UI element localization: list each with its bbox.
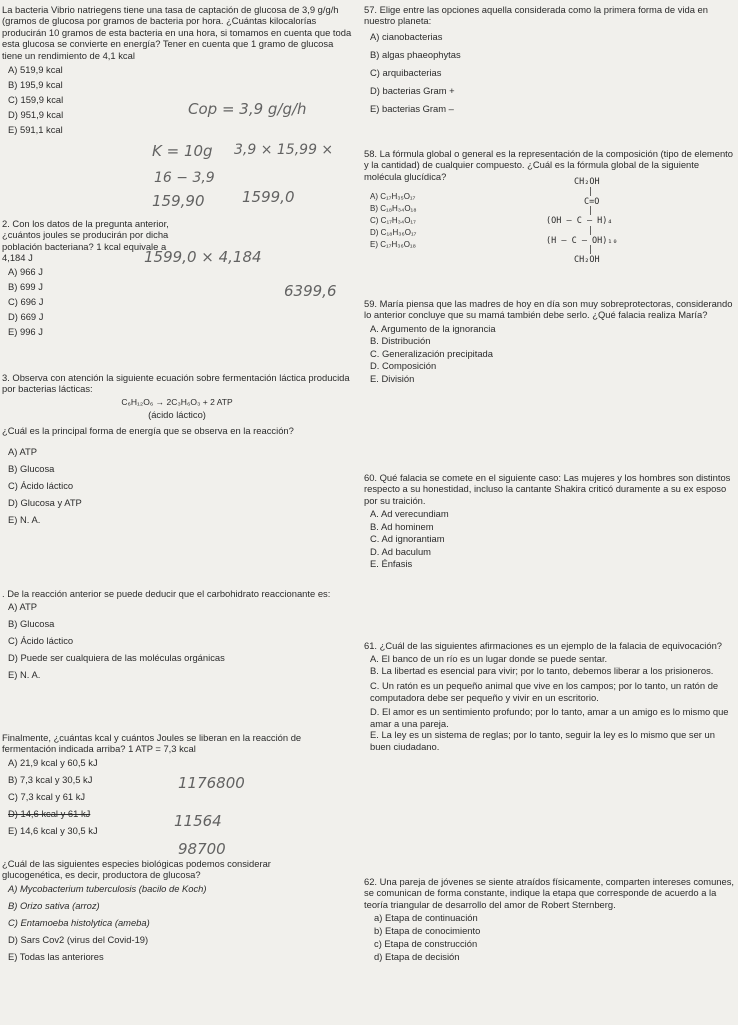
q57-option-a: A) cianobacterias (370, 30, 443, 42)
handwritten-note: 98700 (178, 840, 226, 858)
q58-option-a: A) C₁₇H₃₅O₁₇ (370, 192, 416, 202)
q2-option-a: A) 966 J (8, 265, 43, 277)
handwritten-note: 159,90 (152, 192, 205, 210)
q59-option-c: C. Generalización precipitada (370, 347, 493, 359)
question-60 (364, 472, 736, 571)
q57-option-b: B) algas phaeophytas (370, 48, 461, 60)
q62-option-b: b) Etapa de conocimiento (374, 925, 481, 937)
q57-option-d: D) bacterias Gram + (370, 84, 455, 96)
question-4-stem: . De la reacción anterior se puede deducir que el carbohidrato reaccionante es: (2, 588, 331, 599)
question-4 (2, 588, 352, 686)
handwritten-note: 16 − 3,9 (154, 170, 215, 186)
question-61-stem: 61. ¿Cuál de las siguientes afirmaciones es un ejemplo de la falacia de equivocación? (364, 640, 723, 651)
question-6 (2, 858, 352, 968)
q57-option-e: E) bacterias Gram – (370, 102, 454, 114)
q4-option-b: B) Glucosa (8, 618, 55, 630)
q60-option-e: E. Énfasis (370, 558, 413, 570)
q60-option-b: B. Ad hominem (370, 520, 434, 532)
handwritten-note: 3,9 × 15,99 × (234, 142, 334, 158)
question-2 (2, 218, 352, 341)
fermentation-equation: C₆H₁₂O₆ → 2C₃H₆O₃ + 2 ATP (121, 396, 233, 407)
q5-option-b: B) 7,3 kcal y 30,5 kJ (8, 773, 93, 785)
q61-option-c: C. Un ratón es un pequeño animal que vive en los campos; por lo tanto, un ratón de computadora debe ser pequeño y vivir en un escritorio. (370, 680, 719, 703)
question-58-stem: 58. La fórmula global o general es la representación de la composición (tipo de elemento y la cantidad) de cualquier compuesto. ¿Cuál es la fórmula global de la siguiente molécula glucídica? (364, 148, 733, 182)
q60-option-c: C. Ad ignorantiam (370, 533, 445, 545)
question-59-stem: 59. María piensa que las madres de hoy en día son muy sobreprotectoras, considerando lo anterior concluye que su mamá también debe serlo. ¿Qué falacia realiza María? (364, 298, 733, 321)
equation-note: (ácido láctico) (148, 409, 206, 421)
question-1 (2, 4, 352, 139)
q3-option-b: B) Glucosa (8, 463, 55, 475)
q6-option-a: A) Mycobacterium tuberculosis (bacilo de Koch) (8, 882, 207, 894)
handwritten-note: K = 10g (152, 142, 213, 160)
q58-option-c: C) C₁₇H₃₄O₁₇ (370, 216, 416, 226)
q6-option-d: D) Sars Cov2 (virus del Covid-19) (8, 933, 149, 945)
q5-option-e: E) 14,6 kcal y 30,5 kJ (8, 824, 98, 836)
q4-option-e: E) N. A. (8, 669, 41, 681)
q61-option-a: A. El banco de un río es un lugar donde se puede sentar. (370, 653, 608, 665)
q58-option-b: B) C₁₈H₃₄O₁₈ (370, 204, 417, 214)
question-2-stem: 2. Con los datos de la pregunta anterior, ¿cuántos joules se producirán por dicha población bacteriana? 1 kcal equivale a 4,184 J (2, 218, 169, 264)
question-62-stem: 62. Una pareja de jóvenes se siente atraídos físicamente, comparten intereses comunes, se comunican de forma constante, indique la etapa que corresponde de acuerdo a la teoría triangular de desarrollo del amor de Robert Sternberg. (364, 876, 734, 910)
q59-option-d: D. Composición (370, 360, 437, 372)
q3-option-e: E) N. A. (8, 514, 41, 526)
molecule-line: (OH — C — H)₄ (546, 216, 613, 227)
q5-option-d: D) 14,6 kcal y 61 kJ (8, 807, 91, 819)
question-59 (364, 298, 736, 385)
q61-option-d: D. El amor es un sentimiento profundo; por lo tanto, amar a un amigo es lo mismo que amar a una pareja. (370, 706, 729, 729)
q4-option-a: A) ATP (8, 601, 37, 613)
q59-option-e: E. División (370, 372, 415, 384)
q1-option-d: D) 951,9 kcal (8, 109, 64, 121)
q5-option-c: C) 7,3 kcal y 61 kJ (8, 790, 86, 802)
question-60-stem: 60. Qué falacia se comete en el siguiente caso: Las mujeres y los hombres son distintos respecto a su honestidad, incluso la cantante Shakira criticó duramente a su ex esposo por su traición. (364, 472, 731, 506)
molecule-line: CH₂OH (574, 177, 600, 187)
question-57-stem: 57. Elige entre las opciones aquella considerada como la primera forma de vida en nuestro planeta: (364, 4, 708, 27)
q2-option-d: D) 669 J (8, 310, 44, 322)
q5-option-a: A) 21,9 kcal y 60,5 kJ (8, 756, 98, 768)
question-3-prompt: ¿Cuál es la principal forma de energía que se observa en la reacción? (2, 424, 294, 436)
question-57 (364, 4, 736, 121)
handwritten-note: Cop = 3,9 g/g/h (188, 100, 307, 118)
molecule-line: C=O (584, 196, 600, 207)
q6-option-e: E) Todas las anteriores (8, 950, 104, 962)
handwritten-note: 6399,6 (284, 282, 337, 300)
question-5-stem: Finalmente, ¿cuántas kcal y cuántos Joules se liberan en la reacción de fermentación indicada arriba? 1 ATP = 7,3 kcal (2, 732, 302, 755)
question-3 (2, 372, 352, 531)
q59-option-a: A. Argumento de la ignorancia (370, 322, 496, 334)
molecule-line: (H — C — OH)₁₀ (546, 235, 618, 246)
q61-option-b: B. La libertad es esencial para vivir; por lo tanto, debemos liberar a los prisioneros. (370, 665, 714, 677)
q60-option-a: A. Ad verecundiam (370, 508, 449, 520)
q1-option-a: A) 519,9 kcal (8, 64, 63, 76)
q62-option-d: d) Etapa de decisión (374, 951, 460, 963)
handwritten-note: 1176800 (178, 774, 245, 792)
q2-option-b: B) 699 J (8, 280, 43, 292)
question-62 (364, 876, 736, 964)
question-6-stem: ¿Cuál de las siguientes especies biológicas podemos considerar glucogenética, es decir, productora de glucosa? (2, 858, 271, 881)
q4-option-d: D) Puede ser cualquiera de las moléculas orgánicas (8, 652, 225, 664)
question-1-stem: La bacteria Vibrio natriegens tiene una tasa de captación de glucosa de 3,9 g/g/h (gramos de glucosa por gramos de bacteria por hora. ¿Cuántas kilocalorías producirán 10 gramos de esta bacteria en una hora, si tomamos en cuenta que toda esta glucosa se convierte en energía? Tener en cuenta que 1 gramo de glucosa tiene un rendimiento de 4,1 kcal (2, 4, 352, 61)
question-3-stem: 3. Observa con atención la siguiente ecuación sobre fermentación láctica producida por bacterias lácticas: (2, 372, 350, 395)
handwritten-note: 1599,0 × 4,184 (144, 248, 262, 266)
q1-option-e: E) 591,1 kcal (8, 124, 63, 136)
q57-option-c: C) arquibacterias (370, 66, 442, 78)
q60-option-d: D. Ad baculum (370, 545, 431, 557)
question-58 (364, 148, 736, 266)
q2-option-c: C) 696 J (8, 295, 44, 307)
q1-option-b: B) 195,9 kcal (8, 79, 63, 91)
molecule-line: CH₂OH (574, 255, 600, 266)
handwritten-note: 1599,0 (242, 188, 295, 206)
q2-option-e: E) 996 J (8, 325, 43, 337)
q1-option-c: C) 159,9 kcal (8, 94, 64, 106)
question-61 (364, 640, 736, 752)
q58-option-d: D) C₁₈H₃₆O₁₇ (370, 228, 417, 238)
handwritten-note: 11564 (174, 812, 222, 830)
q4-option-c: C) Ácido láctico (8, 635, 74, 647)
glucide-molecule-diagram: CH₂OH | C=O | (OH — C — H)₄ | (H — C — OH)₁₀ | CH₂OH (536, 178, 646, 266)
q3-option-c: C) Ácido láctico (8, 480, 74, 492)
q61-option-e: E. La ley es un sistema de reglas; por lo tanto, seguir la ley es lo mismo que ser un buen ciudadano. (370, 729, 715, 752)
q58-option-e: E) C₁₇H₃₆O₁₈ (370, 240, 416, 250)
q3-option-a: A) ATP (8, 446, 37, 458)
q62-option-a: a) Etapa de continuación (374, 912, 478, 924)
q3-option-d: D) Glucosa y ATP (8, 497, 82, 509)
q6-option-b: B) Orizo sativa (arroz) (8, 899, 100, 911)
q59-option-b: B. Distribución (370, 335, 431, 347)
q6-option-c: C) Entamoeba histolytica (ameba) (8, 916, 150, 928)
q62-option-c: c) Etapa de construcción (374, 938, 478, 950)
